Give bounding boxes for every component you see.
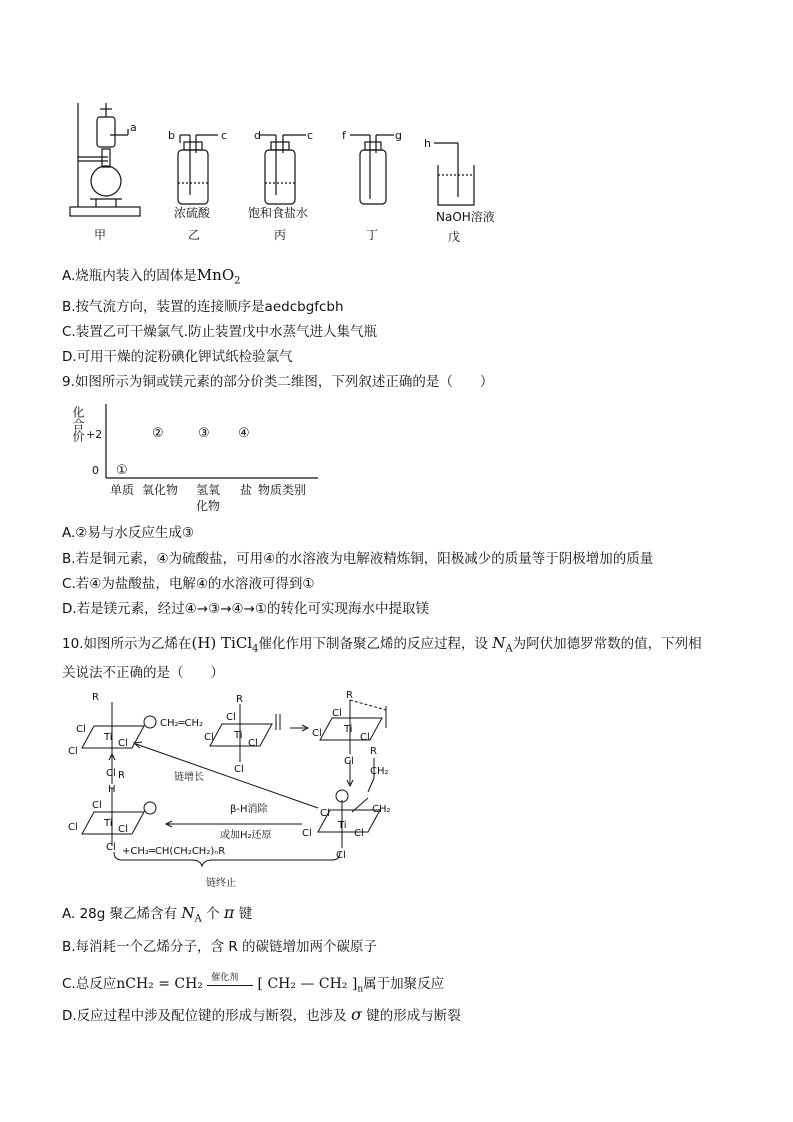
port-c2: c (307, 129, 314, 142)
q10-option-b: B.每消耗一个乙烯分子，含 R 的碳链增加两个碳原子 (62, 939, 378, 955)
port-c1: c (221, 129, 228, 142)
q8-option-c: C.装置乙可干燥氯气.防止装置戊中水蒸气进人集气瓶 (62, 324, 378, 340)
label-wu: 戊 (448, 230, 461, 244)
x-tick-salt: 盐 (240, 483, 253, 497)
q10-stem-line2: 关说法不正确的是（ ） (62, 665, 224, 681)
c5-ti: Ti (104, 818, 113, 829)
x-tick-hydroxide-1: 氢氧 (196, 483, 221, 497)
c3-ti: Ti (344, 724, 353, 735)
c2-cl-b: Cl (204, 732, 214, 743)
x-tick-elemental: 单质 (110, 483, 135, 497)
q8-option-d: D.可用干燥的淀粉碘化钾试纸检验氯气 (62, 349, 293, 365)
port-f: f (342, 129, 346, 142)
y-tick-0: 0 (92, 464, 99, 477)
c1-cl-b: Cl (68, 746, 78, 757)
c1-cl-d: Cl (106, 768, 116, 779)
c3-r: R (346, 690, 353, 701)
h2-reduce-label: 或加H₂还原 (220, 830, 272, 841)
label-bing: 丙 (274, 228, 287, 242)
q9-option-c: C.若④为盐酸盐，电解④的水溶液可得到① (62, 576, 315, 592)
label-yi: 乙 (188, 228, 201, 242)
port-d: d (254, 129, 261, 142)
arrow-r: R (118, 770, 125, 781)
c1-cl-a: Cl (76, 724, 86, 735)
c3-cl-d: Cl (344, 756, 354, 767)
c4-cl-a: Cl (320, 808, 330, 819)
c4-cl-c: Cl (354, 828, 364, 839)
c2-cl-a: Cl (226, 712, 236, 723)
q9-option-b: B.若是铜元素，④为硫酸盐，可用④的水溶液为电解液精炼铜，阳极减少的质量等于阴极增加的质量 (62, 551, 654, 567)
ethylene: CH₂═CH₂ (160, 718, 204, 729)
c3-cl-c: Cl (360, 732, 370, 743)
c4-ti: Ti (338, 820, 347, 831)
x-tick-oxide: 氧化物 (142, 483, 179, 497)
port-h: h (424, 137, 431, 150)
q8-option-b: B.按气流方向，装置的连接顺序是aedcbgfcbh (62, 299, 344, 315)
y-axis-label: 化合价 (71, 406, 85, 442)
label-conc-sulfuric-acid: 浓硫酸 (174, 206, 211, 220)
port-g: g (395, 129, 402, 142)
label-naoh-solution: NaOH溶液 (436, 210, 495, 224)
chain-growth-label: 链增长 (174, 772, 204, 783)
x-axis-label: 物质类别 (258, 483, 307, 497)
c2-cl-c: Cl (248, 738, 258, 749)
c1-cl-c: Cl (118, 738, 128, 749)
point-3: ③ (198, 426, 210, 441)
y-tick-plus2: +2 (86, 428, 103, 441)
catalyst-arrow: 催化剂 (207, 983, 253, 986)
c1-r: R (92, 692, 99, 703)
q10-option-c: C.总反应nCH₂ = CH₂ 催化剂 [ CH₂ — CH₂ ]$_n$属于加聚反应 (62, 972, 445, 995)
q9-stem: 9.如图所示为铜或镁元素的部分价类二维图，下列叙述正确的是（ ） (62, 374, 494, 390)
apparatus-figure (60, 95, 520, 245)
c1-ti: Ti (104, 732, 113, 743)
x-tick-hydroxide-2: 化物 (196, 499, 221, 513)
polymerization-diagram (62, 688, 402, 893)
point-2: ② (152, 426, 164, 441)
c5-cl-d: Cl (106, 842, 116, 853)
label-ding: 丁 (366, 228, 379, 242)
chain-end-label: 链终止 (206, 878, 236, 889)
c3-cl-a: Cl (332, 708, 342, 719)
c4-cl-b: Cl (302, 828, 312, 839)
point-4: ④ (238, 426, 250, 441)
q9-option-d: D.若是镁元素，经过④→③→④→①的转化可实现海水中提取镁 (62, 601, 430, 617)
port-a: a (130, 121, 137, 134)
c5-cl-b: Cl (68, 822, 78, 833)
q9-option-a: A.②易与水反应生成③ (62, 525, 194, 541)
q10-option-a: A. 28g 聚乙烯含有 $N_A$ 个 π 键 (62, 903, 253, 925)
c4-r: R (370, 746, 377, 757)
label-saturated-brine: 饱和食盐水 (248, 206, 309, 220)
point-1: ① (116, 463, 128, 478)
port-b: b (168, 129, 175, 142)
label-jia: 甲 (94, 228, 107, 242)
product-formula: +CH₂═CH(CH₂CH₂)ₙR (122, 846, 226, 857)
q10-stem-line1: 10.如图所示为乙烯在(H) TiCl$_4$催化作用下制备聚乙烯的反应过程，设 $N_A$为阿伏加德罗常数的值，下列相 (62, 634, 702, 655)
c4-cl-d: Cl (336, 850, 346, 861)
c2-ti: Ti (234, 730, 243, 741)
c4-ch2-b: CH₂ (372, 804, 391, 815)
q8-option-a: A.烧瓶内装入的固体是MnO$_2$ (62, 266, 241, 287)
c3-cl-b: Cl (312, 728, 322, 739)
c5-h: H (108, 784, 116, 795)
c2-r: R (236, 694, 243, 705)
c5-cl-c: Cl (118, 824, 128, 835)
c4-ch2-a: CH₂ (370, 766, 389, 777)
c2-cl-d: Cl (234, 764, 244, 775)
c5-cl-a: Cl (92, 800, 102, 811)
valence-category-chart (68, 396, 328, 516)
beta-h-label: β-H消除 (230, 804, 268, 815)
q10-option-d: D.反应过程中涉及配位键的形成与断裂，也涉及 σ 键的形成与断裂 (62, 1005, 461, 1024)
